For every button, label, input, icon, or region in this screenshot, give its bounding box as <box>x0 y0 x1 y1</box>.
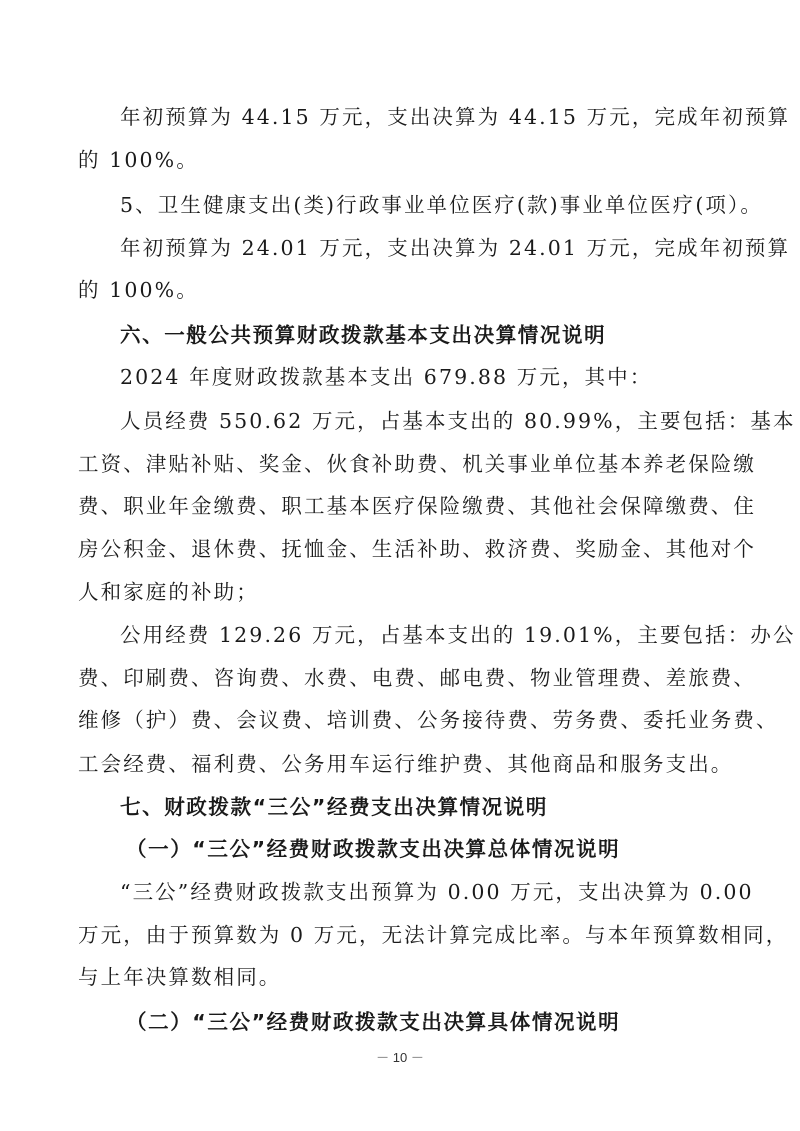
paragraph-line: 2024 年度财政拨款基本支出 679.88 万元，其中： <box>120 365 653 389</box>
paragraph-line: 费、印刷费、咨询费、水费、电费、邮电费、物业管理费、差旅费、 <box>78 666 756 690</box>
paragraph-line: 工资、津贴补贴、奖金、伙食补助费、机关事业单位基本养老保险缴 <box>78 452 756 476</box>
paragraph-line: 与上年决算数相同。 <box>78 965 282 989</box>
paragraph-line: 公用经费 129.26 万元，占基本支出的 19.01%，主要包括：办公 <box>120 623 796 647</box>
paragraph-line: 房公积金、退休费、抚恤金、生活补助、救济费、奖励金、其他对个 <box>78 537 756 561</box>
paragraph-line: 万元，由于预算数为 0 万元，无法计算完成比率。与本年预算数相同， <box>78 923 789 947</box>
paragraph-line: 维修（护）费、会议费、培训费、公务接待费、劳务费、委托业务费、 <box>78 708 779 732</box>
paragraph-line: 人员经费 550.62 万元，占基本支出的 80.99%，主要包括：基本 <box>120 409 796 433</box>
section-heading-7: 七、财政拨款“三公”经费支出决算情况说明 <box>120 795 548 819</box>
list-item-heading: 5、卫生健康支出(类)行政事业单位医疗(款)事业单位医疗(项）。 <box>120 193 763 217</box>
paragraph-line: 人和家庭的补助； <box>78 580 259 604</box>
page-number: － 10 － <box>376 1050 424 1065</box>
subsection-heading-1: （一）“三公”经费财政拨款支出决算总体情况说明 <box>126 837 621 861</box>
paragraph-line: 的 100%。 <box>78 278 199 302</box>
paragraph-line: 工会经费、福利费、公务用车运行维护费、其他商品和服务支出。 <box>78 752 734 776</box>
paragraph-line: 的 100%。 <box>78 148 199 172</box>
paragraph-line: 年初预算为 44.15 万元，支出决算为 44.15 万元，完成年初预算 <box>120 105 791 129</box>
paragraph-line: 费、职业年金缴费、职工基本医疗保险缴费、其他社会保障缴费、住 <box>78 494 756 518</box>
paragraph-line: “三公”经费财政拨款支出预算为 0.00 万元，支出决算为 0.00 <box>120 880 754 904</box>
subsection-heading-2: （二）“三公”经费财政拨款支出决算具体情况说明 <box>126 1010 621 1034</box>
paragraph-line: 年初预算为 24.01 万元，支出决算为 24.01 万元，完成年初预算 <box>120 236 791 260</box>
section-heading-6: 六、一般公共预算财政拨款基本支出决算情况说明 <box>120 323 607 347</box>
